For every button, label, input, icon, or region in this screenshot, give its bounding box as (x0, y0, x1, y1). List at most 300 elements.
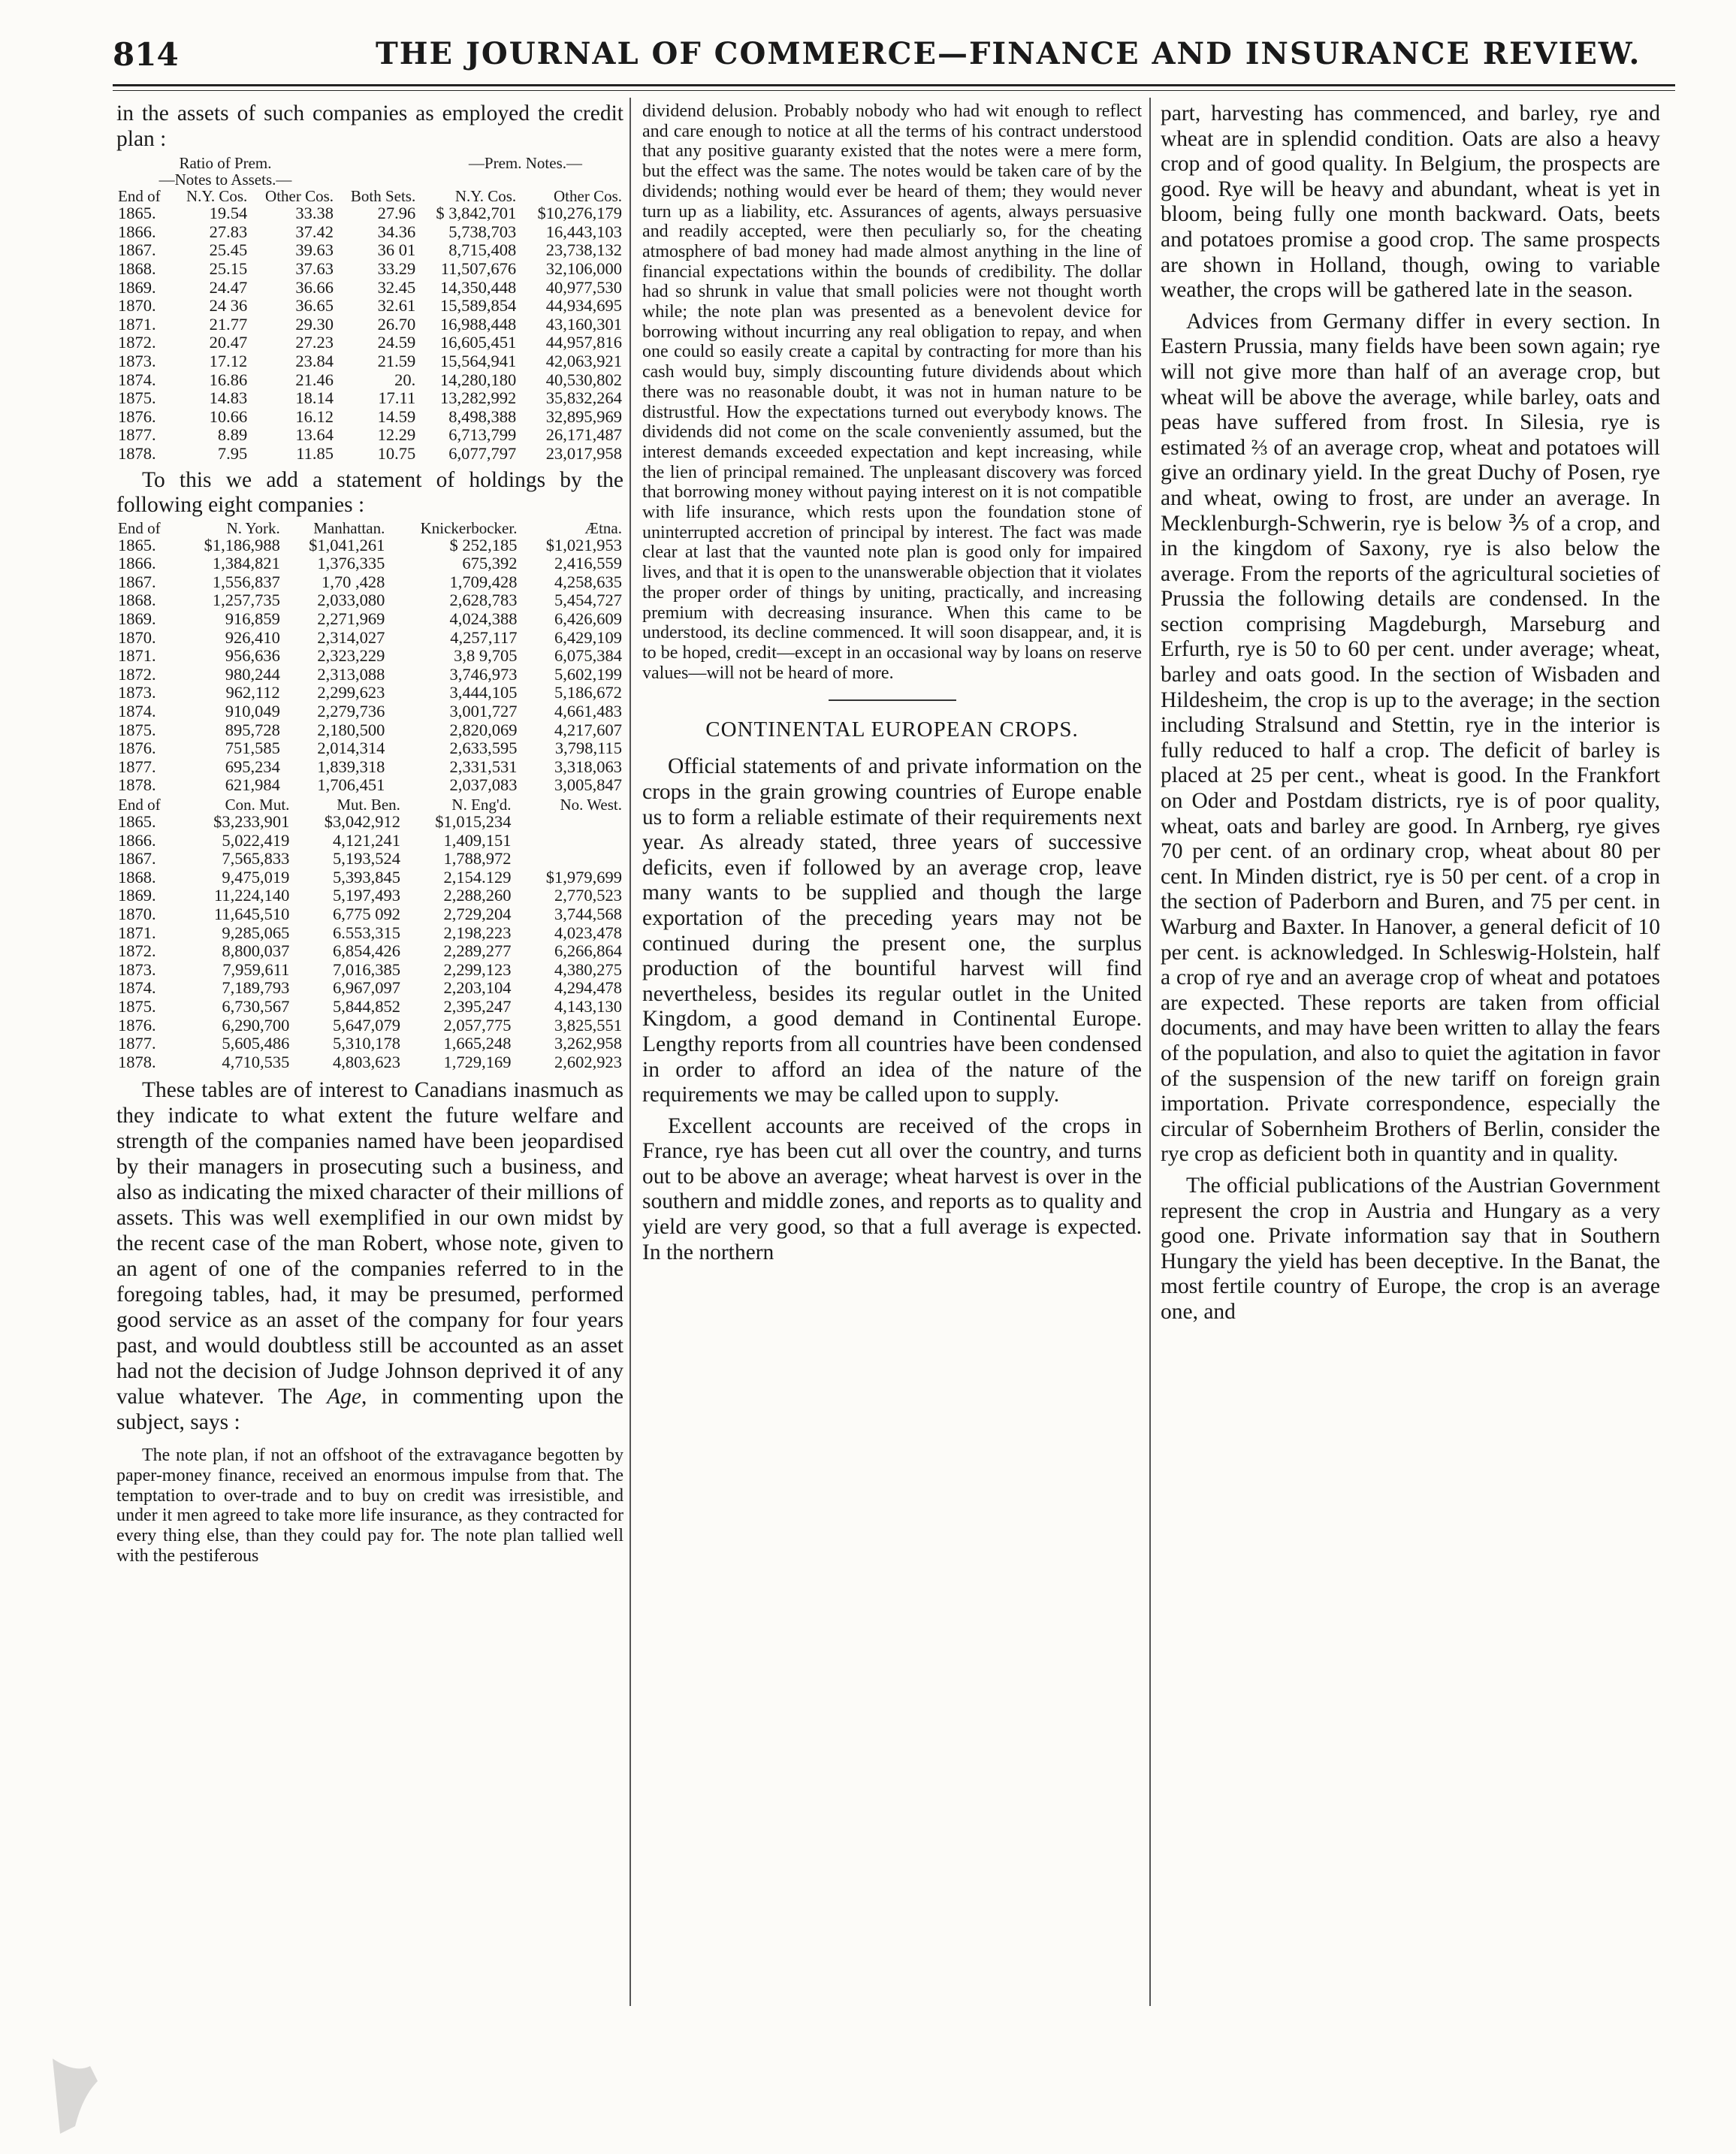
table-cell: 1866. (118, 830, 156, 850)
table-cell: 1,665,248 (443, 1034, 512, 1053)
table-cell: 24.47 (209, 277, 248, 297)
table-cell: 5,310,178 (332, 1034, 400, 1053)
table-cell: 1877. (118, 425, 156, 445)
table-cell: 2,323,229 (317, 646, 385, 666)
table-cell: 2,770,523 (554, 886, 622, 905)
table-cell: 1873. (118, 351, 156, 370)
table-cell: 3,798,115 (554, 739, 622, 758)
table-cell: 16.12 (295, 406, 334, 426)
table-cell: 44,957,816 (545, 333, 622, 352)
page-header (113, 29, 1675, 81)
paragraph-text: , in commenting upon the subject, says : (116, 1385, 623, 1435)
table-cell: 1876. (118, 739, 156, 758)
table-cell: 1865. (118, 812, 156, 831)
table-cell: 1878. (118, 1052, 156, 1071)
table-cell: 37.63 (295, 258, 334, 278)
table-cell: 980,244 (225, 664, 280, 684)
column-header: End of (118, 796, 161, 814)
table-cell: 26.70 (377, 314, 416, 334)
table-cell: 20.47 (209, 333, 248, 352)
table-cell: 1867. (118, 240, 156, 260)
table-cell: 2,288,260 (443, 886, 512, 905)
table-cell: 20. (394, 370, 416, 389)
table-cell: 3,001,727 (449, 702, 518, 721)
table-row (116, 850, 623, 869)
column-header: Knickerbocker. (420, 518, 518, 537)
table-cell: $10,276,179 (537, 204, 622, 223)
table-cell: 4,710,535 (222, 1052, 290, 1071)
table-cell: 1872. (118, 664, 156, 684)
publication-name: Age (327, 1385, 362, 1409)
table-row (116, 334, 623, 352)
table-cell: 1,729,169 (443, 1052, 512, 1071)
column-header: Ætna. (584, 518, 622, 537)
table-cell: 2,198,223 (443, 923, 512, 942)
table-row (116, 979, 623, 998)
table-cell: 7,189,793 (222, 978, 290, 998)
table-group-header: —Prem. Notes.— (468, 154, 582, 173)
table-cell: 2,313,088 (317, 664, 385, 684)
table-row (116, 554, 623, 573)
table-cell: 39.63 (295, 240, 334, 260)
table-cell: 2,416,559 (554, 554, 622, 573)
table-cell: 1,384,821 (212, 554, 280, 573)
table-row (116, 573, 623, 592)
table-cell (512, 832, 623, 850)
table-cell: 17.12 (209, 351, 248, 370)
quoted-passage-continued: dividend delusion. Probably nobody who had wit enough to reflect and care enough to notice at all the terms of his contract understood that any positive guaranty existed that the notes were a mere form, but the effect was the same. The notes would be taken care of by the dividends; nothing would ever be heard of them; they would never turn up as a liability, etc. Assurances of agents, always persuasive and readily accepted, were then peculiarly so, for the cheating atmosphere of bad money had made almost anything in the line of financial expectations within the bounds of credibility. The dollar had so shrunk in value that small policies were not thought worth while; the note plan was presented as a benevolent device for borrowing without incurring any real obligation to repay, and when one could so easily create a capital by contracting for more than his cash would buy, simply discounting future dividends about which there was no reasonable doubt, it was not in human nature to be distrustful. How the expectations turned out everybody knows. The dividends did not come on the scale conveniently assumed, but the interest demands exceeded expectation and kept increasing, while the lien of principal remained. The unpleasant discovery was forced that borrowing money without paying interest on it is not compatible with life insurance, which rests upon the foundation stone of uninterrupted accretion of principal by interest. The fact was made clear at last that the vaunted note plan is good only for impaired lives, and that it is open to the unanswerable objection that it violates the proper order of things by uniting, practically, and increasing premium with decreasing insurance. When this came to be understood, its decline commenced. It will soon disappear, and, it is to be hoped, credit—except in an occasional way by loans on reserve values—will not be heard of more. (642, 101, 1142, 683)
table-cell: $3,233,901 (213, 812, 290, 831)
table-cell: 32.61 (377, 296, 416, 316)
table-row (116, 961, 623, 980)
table-cell: 18.14 (295, 388, 334, 408)
table-cell: 4,023,478 (554, 923, 622, 942)
table-cell: 1871. (118, 923, 156, 942)
table-cell: 1,706,451 (317, 775, 385, 795)
table-cell: 8.89 (217, 425, 248, 445)
table-cell: 2,279,736 (317, 702, 385, 721)
table-cell: 9,285,065 (222, 923, 290, 942)
column-header: Other Cos. (554, 187, 622, 206)
table-cell: 2,271,969 (317, 609, 385, 629)
column-header: N.Y. Cos. (186, 187, 248, 206)
table-cell: 11,645,510 (214, 904, 290, 923)
table-cell: 34.36 (377, 222, 416, 241)
table-cell: 5,393,845 (332, 867, 400, 887)
table-cell: 1,709,428 (449, 572, 518, 591)
table-cell: 1869. (118, 609, 156, 629)
table-cell: 1866. (118, 554, 156, 573)
scan-artifact (45, 2051, 105, 2141)
table-cell: 16,443,103 (545, 222, 622, 241)
column-header: N. York. (226, 518, 280, 537)
table-cell: 1869. (118, 277, 156, 297)
table-cell: $1,021,953 (545, 535, 622, 554)
table-cell: 10.75 (377, 443, 416, 463)
table-cell: 895,728 (225, 720, 280, 739)
table-cell: 1869. (118, 886, 156, 905)
table-cell: 1,839,318 (317, 757, 385, 776)
table-cell: 1867. (118, 572, 156, 591)
table-cell: 17.11 (378, 388, 416, 408)
table-cell: 26,171,487 (545, 425, 622, 445)
table-cell: 1874. (118, 978, 156, 998)
table-cell: 1866. (118, 222, 156, 241)
paragraph-text: These tables are of interest to Canadians inasmuch as they indicate to what extent the future welfare and strength of the companies named have been jeopardised by their managers in prosecuting such a business, and also as indicating the mixed character of their millions of assets. This was well exemplified in our own midst by the recent case of the man Robert, whose note, given to an agent of one of the companies referred to in the foregoing tables, had, it may be presumed, performed good service as an asset of the company for four years past, and would doubtless still be accounted as an asset had not the decision of Judge Johnson deprived it of any value whatever. The (116, 1078, 623, 1409)
table-cell: 7,565,833 (222, 849, 290, 869)
table-cell: 1876. (118, 406, 156, 426)
table-cell: 6,730,567 (222, 996, 290, 1016)
table-row (116, 426, 623, 445)
table-cell: 25.45 (209, 240, 248, 260)
table-cell: 21.59 (377, 351, 416, 370)
table-cell: $1,041,261 (309, 535, 385, 554)
table-cell: 16,605,451 (439, 333, 517, 352)
table-cell: 1870. (118, 627, 156, 647)
column-header: Manhattan. (313, 518, 385, 537)
table-cell: 24.59 (377, 333, 416, 352)
table-cell: 675,392 (462, 554, 518, 573)
table-cell: 1877. (118, 1034, 156, 1053)
table-cell: 916,859 (225, 609, 280, 629)
table-cell: 1,556,837 (212, 572, 280, 591)
column-divider (629, 98, 631, 2006)
table-row (116, 1053, 623, 1072)
table-cell: 1873. (118, 683, 156, 702)
table-cell: 4,121,241 (332, 830, 400, 850)
table-cell: 751,585 (225, 739, 280, 758)
table-cell: 1868. (118, 258, 156, 278)
table-cell: 2,057,775 (443, 1015, 512, 1035)
table-cell: 1870. (118, 904, 156, 923)
column-3 (1161, 101, 1660, 1325)
table-cell (512, 850, 623, 869)
section-title: CONTINENTAL EUROPEAN CROPS. (705, 717, 1079, 742)
table-cell: 37.42 (295, 222, 334, 241)
table-cell: 6,775 092 (332, 904, 400, 923)
table-cell: 27.83 (209, 222, 248, 241)
table-cell: 10.66 (209, 406, 248, 426)
table-cell: 7.95 (217, 443, 248, 463)
table-row (116, 629, 623, 648)
table-cell: 23,738,132 (545, 240, 622, 260)
table-cell: 11,224,140 (214, 886, 290, 905)
table-row (116, 905, 623, 924)
table-cell: 956,636 (225, 646, 280, 666)
column-header: Con. Mut. (225, 796, 290, 814)
table-cell: $3,042,912 (324, 812, 400, 831)
table-cell: 12.29 (377, 425, 416, 445)
table-row (116, 739, 623, 758)
table-cell: 910,049 (225, 702, 280, 721)
table-cell: 6,713,799 (448, 425, 517, 445)
table-row (116, 666, 623, 684)
table-row (116, 924, 623, 943)
table-row (116, 610, 623, 629)
table2-intro: To this we add a statement of holdings by the following eight companies : (116, 467, 623, 518)
table-cell: 27.23 (295, 333, 334, 352)
table-cell: 4,217,607 (554, 720, 622, 739)
column-2 (642, 101, 1142, 1265)
table-row (116, 316, 623, 334)
table-row (116, 371, 623, 390)
table-cell: 1875. (118, 720, 156, 739)
table-cell: 695,234 (225, 757, 280, 776)
column-header: End of (118, 187, 161, 206)
body-paragraph: Advices from Germany differ in every section. In Eastern Prussia, many fields have been sown again; rye will not give more than half of an average crop, but wheat will be above the average, while barley, oats and peas have suffered from frost. In Silesia, rye is estimated ⅔ of an average crop, wheat and potatoes will give an ordinary yield. In the great Duchy of Posen, rye and wheat, owing to frost, are under an average. In Mecklenburgh-Schwerin, rye is below ⅗ of a crop, and in the kingdom of Saxony, rye is also below the average. From the reports of the agricultural societies of Prussia the following details are condensed. In the section comprising Magdeburgh, Marseburg and Erfurth, rye is 50 to 60 per cent. under average; wheat, barley and oats good. In the section of Wisbaden and Hildesheim, the crop is up to the average; in the section including Stralsund and Stettin, rye in the interior is fully reduced to half a crop. The deficit of barley is placed at 25 per cent., wheat is good. In the Frankfort on Oder and Postdam districts, rye is of poor quality, wheat, oats and barley are good. In Arnberg, rye gives 70 per cent. of an ordinary crop, wheat about 80 per cent. In Minden district, rye is 50 per cent. of a crop in the section of Paderborn and Buren, and 75 per cent. in Warburg and Baxter. In Hanover, a general deficit of 10 per cent. is acknowledged. In Schleswig-Holstein, half a crop of rye and an average crop of wheat and potatoes are expected. These reports are taken from official documents, and may have been written to allay the fears of the population, and also to quiet the agitation in favor of the suspension of the new tariff on foreign grain importation. Private correspondence, especially the circular of Sobernheim Brothers of Berlin, consider the rye crop as deficient both in quantity and in quality. (1161, 309, 1660, 1167)
column-divider (1149, 98, 1151, 2006)
table-cell: 33.29 (377, 258, 416, 278)
body-paragraph: The official publications of the Austrian Government represent the crop in Austria and Hungary as a very good one. Private information say that in Southern Hungary the yield has been deceptive. In the Banat, the most fertile country of Europe, the crop is an average one, and (1161, 1173, 1660, 1324)
table-cell: 6,854,426 (332, 941, 400, 961)
table-cell: 5,197,493 (332, 886, 400, 905)
table-cell: 4,143,130 (554, 996, 622, 1016)
column-header: Both Sets. (350, 187, 416, 206)
table-cell: 21.77 (209, 314, 248, 334)
table-cell: 15,589,854 (439, 296, 517, 316)
table-cell: 2,203,104 (443, 978, 512, 998)
table-cell: 8,715,408 (448, 240, 517, 260)
column-header: Other Cos. (265, 187, 334, 206)
table-group-header: Ratio of Prem. (179, 154, 272, 173)
table-cell (512, 813, 623, 832)
table-cell: 23,017,958 (545, 443, 622, 463)
table-row (116, 721, 623, 740)
table-cell: 19.54 (209, 204, 248, 223)
table-cell: 1,409,151 (443, 830, 512, 850)
table-cell: 1,376,335 (317, 554, 385, 573)
table-cell: 43,160,301 (545, 314, 622, 334)
table-cell: 4,661,483 (554, 702, 622, 721)
holdings-table-1 (116, 520, 623, 795)
table-row (116, 297, 623, 316)
table-cell: 6,429,109 (554, 627, 622, 647)
table-cell: $1,979,699 (545, 867, 622, 887)
table-cell: 11.85 (296, 443, 334, 463)
table-cell: 36 01 (377, 240, 416, 260)
section-divider (829, 699, 956, 701)
holdings-table-2 (116, 796, 623, 1071)
table-row (116, 279, 623, 298)
table-cell: 6,266,864 (554, 941, 622, 961)
table-cell: 14,350,448 (439, 277, 517, 297)
table-cell: 5,022,419 (222, 830, 290, 850)
body-paragraph: Official statements of and private information on the crops in the grain growing countries of Europe enable us to form a reliable estimate of their requirements next year. As already stated, three years of successive deficits, even if followed by an average crop, leave many wants to be supplied and though the large exportation of the preceding years may not be continued during the present one, the surplus production of the bountiful harvest will find nevertheless, besides its regular outlet in the United Kingdom, a good demand in Continental Europe. Lengthy reports from all countries have been condensed in order to afford an idea of the nature of the requirements we may be called upon to supply. (642, 754, 1142, 1107)
table-cell: 8,800,037 (222, 941, 290, 961)
body-paragraph (116, 1077, 623, 1435)
table-cell: 6,077,797 (448, 443, 517, 463)
table-cell: 2,820,069 (449, 720, 518, 739)
intro-text: in the assets of such companies as employed the credit plan : (116, 101, 623, 151)
table-cell: 1874. (118, 370, 156, 389)
table-cell: 5,186,672 (554, 683, 622, 702)
page-number: 814 (113, 36, 179, 73)
table-cell: 29.30 (295, 314, 334, 334)
quoted-passage: The note plan, if not an offshoot of the extravagance begotten by paper-money finance, received an enormous impulse from that. The temptation to over-trade and to buy on credit was irresistible, and under it men agreed to take more life insurance, as they contracted for every thing else, than they could pay for. The note plan tallied well with the pestiferous (116, 1446, 623, 1566)
table-cell: 3,8 9,705 (454, 646, 518, 666)
table-cell: 1870. (118, 296, 156, 316)
table-cell: 6,290,700 (222, 1015, 290, 1035)
table-cell: 2,331,531 (449, 757, 518, 776)
ratio-table (116, 155, 623, 463)
column-header: N. Eng'd. (451, 796, 512, 814)
table-cell: 40,977,530 (545, 277, 622, 297)
table-row (116, 408, 623, 427)
header-rule-thin (113, 90, 1675, 91)
table-cell: 2,033,080 (317, 591, 385, 610)
table-cell: 5,602,199 (554, 664, 622, 684)
header-rule (113, 84, 1675, 86)
table-cell: 621,984 (225, 775, 280, 795)
table-cell: $ 3,842,701 (436, 204, 517, 223)
table-cell: 5,454,727 (554, 591, 622, 610)
table-cell: 2,395,247 (443, 996, 512, 1016)
table-cell: 962,112 (225, 683, 280, 702)
table-cell: 6.553,315 (332, 923, 400, 942)
table-row (116, 887, 623, 905)
table-cell: 1878. (118, 775, 156, 795)
table-cell: 1868. (118, 867, 156, 887)
table-cell: 2,299,123 (443, 959, 512, 979)
table-cell: 5,193,524 (332, 849, 400, 869)
table-row (116, 591, 623, 610)
table-cell: $1,015,234 (435, 812, 512, 831)
table-cell: 2,154.129 (443, 867, 512, 887)
table-cell: 40,530,802 (545, 370, 622, 389)
table-cell: 1873. (118, 959, 156, 979)
table-cell: 3,825,551 (554, 1015, 622, 1035)
table-cell: 2,180,500 (317, 720, 385, 739)
table-cell: 2,289,277 (443, 941, 512, 961)
table-cell: 2,299,623 (317, 683, 385, 702)
table-cell: 25.15 (209, 258, 248, 278)
table-cell: 1878. (118, 443, 156, 463)
table-cell: 13.64 (295, 425, 334, 445)
table-row (116, 1017, 623, 1035)
table-cell: 4,258,635 (554, 572, 622, 591)
journal-title: THE JOURNAL OF COMMERCE—FINANCE AND INSURANCE REVIEW. (376, 36, 1641, 71)
table-cell: 2,314,027 (317, 627, 385, 647)
table-cell: 1877. (118, 757, 156, 776)
table-row (116, 352, 623, 371)
table-cell: 36.66 (295, 277, 334, 297)
column-header: N.Y. Cos. (454, 187, 517, 206)
table-row (116, 260, 623, 279)
table-cell: 4,257,117 (450, 627, 518, 647)
table-cell: 1872. (118, 941, 156, 961)
table-cell: 11,507,676 (440, 258, 517, 278)
table-cell: 1,257,735 (212, 591, 280, 610)
table-row (116, 445, 623, 464)
table-cell: 2,602,923 (554, 1052, 622, 1071)
table-row (116, 389, 623, 408)
table-cell: 7,016,385 (332, 959, 400, 979)
table-cell: 2,628,783 (449, 591, 518, 610)
table-cell: 4,380,275 (554, 959, 622, 979)
table-cell: 3,262,958 (554, 1034, 622, 1053)
column-header: Mut. Ben. (337, 796, 400, 814)
table-cell: 14.59 (377, 406, 416, 426)
body-paragraph: Excellent accounts are received of the crops in France, rye has been cut all over the country, and turns out to be above an average; wheat harvest is over in the southern and middle zones, and reports as to quality and yield are very good, so that a full average is expected. In the northern (642, 1113, 1142, 1264)
table-row (116, 204, 623, 223)
table-cell: 32.45 (377, 277, 416, 297)
table-cell: 16,988,448 (439, 314, 517, 334)
table-row (116, 942, 623, 961)
table-cell: 33.38 (295, 204, 334, 223)
table-cell: 7,959,611 (222, 959, 290, 979)
table-cell: 1,70 ,428 (321, 572, 385, 591)
table-cell: 2,037,083 (449, 775, 518, 795)
table-cell: 3,005,847 (554, 775, 622, 795)
table-cell: 24 36 (209, 296, 248, 316)
table-cell: 13,282,992 (439, 388, 517, 408)
table-cell: 32,895,969 (545, 406, 622, 426)
table-cell: 9,475,019 (222, 867, 290, 887)
table-cell: 15,564,941 (439, 351, 517, 370)
table-cell: 6,075,384 (554, 646, 622, 666)
ratio-data-table (116, 188, 623, 463)
column-header: End of (118, 518, 161, 537)
table-cell: 5,605,486 (222, 1034, 290, 1053)
table-cell: 32,106,000 (545, 258, 622, 278)
table-cell: 3,444,105 (449, 683, 518, 702)
table-row (116, 869, 623, 887)
table-row (116, 1035, 623, 1053)
table-cell: 44,934,695 (545, 296, 622, 316)
table-cell: 6,967,097 (332, 978, 400, 998)
table-cell: 14,280,180 (439, 370, 517, 389)
table-cell: 3,318,063 (554, 757, 622, 776)
table-cell: 2,729,204 (443, 904, 512, 923)
table-cell: 27.96 (377, 204, 416, 223)
column-1 (116, 101, 623, 1566)
table-cell: 23.84 (295, 351, 334, 370)
table-row (116, 241, 623, 260)
table-cell: 21.46 (295, 370, 334, 389)
table-cell: 1875. (118, 996, 156, 1016)
table-cell: 1875. (118, 388, 156, 408)
table-row (116, 647, 623, 666)
table-cell: 1867. (118, 849, 156, 869)
column-header: No. West. (560, 796, 622, 814)
table-cell: 4,803,623 (332, 1052, 400, 1071)
table-cell: 5,738,703 (448, 222, 517, 241)
table-row (116, 758, 623, 777)
table-row (116, 776, 623, 795)
table-cell: 5,844,852 (332, 996, 400, 1016)
table-row (116, 813, 623, 832)
table-cell: 1874. (118, 702, 156, 721)
table-cell: 1868. (118, 591, 156, 610)
table-cell: 2,633,595 (449, 739, 518, 758)
table-row (116, 832, 623, 850)
table-cell: 2,014,314 (317, 739, 385, 758)
table-cell: 42,063,921 (545, 351, 622, 370)
table-sub-header: —Notes to Assets.— (159, 171, 292, 189)
table-cell: 1871. (118, 646, 156, 666)
table-cell: 35,832,264 (545, 388, 622, 408)
table-cell: 1865. (118, 535, 156, 554)
table-cell: 926,410 (225, 627, 280, 647)
table-cell: $1,186,988 (204, 535, 280, 554)
table-cell: 1871. (118, 314, 156, 334)
table-row (116, 998, 623, 1017)
table-row (116, 536, 623, 555)
table-cell: 36.65 (295, 296, 334, 316)
table-cell: 3,744,568 (554, 904, 622, 923)
table-cell: 4,024,388 (449, 609, 518, 629)
table-cell: $ 252,185 (449, 535, 518, 554)
